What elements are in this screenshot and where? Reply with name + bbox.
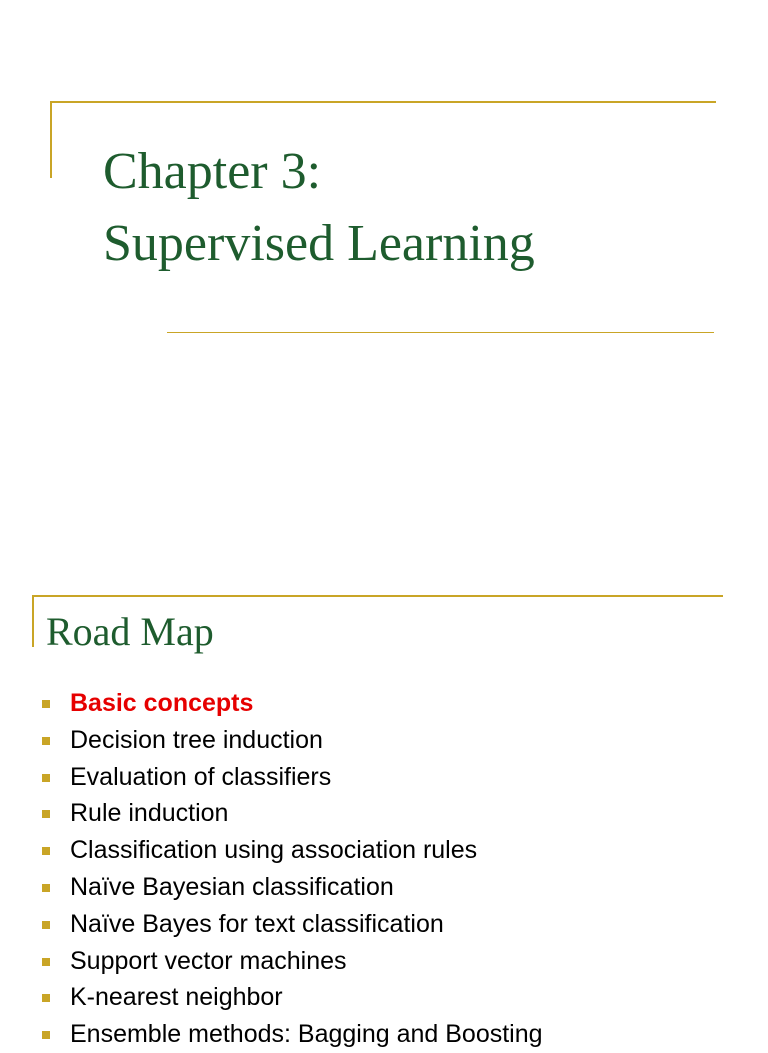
slide2-top-rule — [32, 595, 723, 597]
bullet-square-icon — [42, 994, 50, 1002]
bullet-square-icon — [42, 921, 50, 929]
roadmap-item-label: Rule induction — [70, 799, 229, 828]
roadmap-item-label: Naïve Bayesian classification — [70, 872, 394, 901]
roadmap-item-label: Basic concepts — [70, 689, 254, 717]
slide2-title: Road Map — [46, 609, 214, 654]
bullet-square-icon — [42, 737, 50, 745]
slide2-left-rule — [32, 595, 34, 647]
roadmap-item-label: Naïve Bayes for text classification — [70, 909, 444, 938]
roadmap-item-label: Classification using association rules — [70, 836, 478, 865]
roadmap-item-label: K-nearest neighbor — [70, 983, 283, 1012]
bullet-square-icon — [42, 810, 50, 818]
bullet-square-icon — [42, 958, 50, 966]
slide1-top-rule — [50, 101, 716, 103]
slide1-title-line1: Chapter 3: — [103, 143, 322, 200]
bullet-square-icon — [42, 774, 50, 782]
roadmap-item-label: Decision tree induction — [70, 725, 323, 754]
slide1-left-rule — [50, 101, 52, 178]
bullet-square-icon — [42, 1031, 50, 1039]
slide1-bottom-rule — [167, 332, 714, 333]
slide1-title-line2: Supervised Learning — [103, 215, 535, 272]
roadmap-item-label: Support vector machines — [70, 946, 347, 975]
bullet-square-icon — [42, 884, 50, 892]
bullet-square-icon — [42, 700, 50, 708]
bullet-square-icon — [42, 847, 50, 855]
slide1-title — [103, 136, 535, 280]
roadmap-item-label: Ensemble methods: Bagging and Boosting — [70, 1020, 543, 1049]
roadmap-item-label: Evaluation of classifiers — [70, 762, 332, 791]
